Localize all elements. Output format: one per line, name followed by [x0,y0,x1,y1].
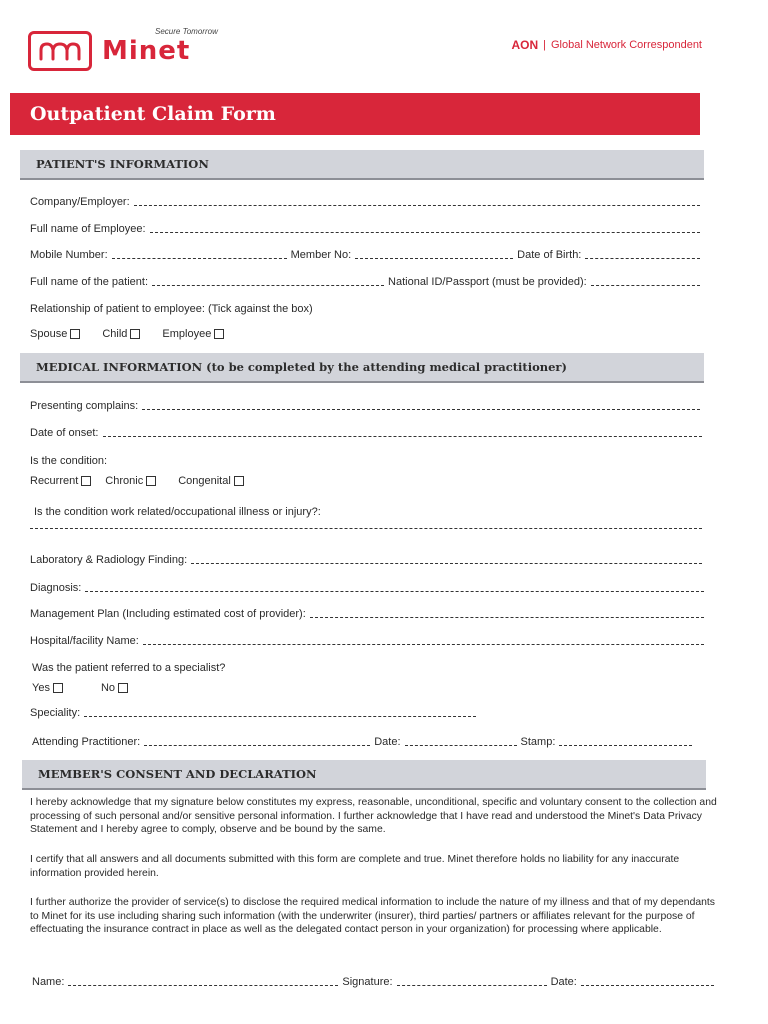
work-related-line[interactable] [30,528,702,529]
child-option[interactable]: Child [102,328,140,340]
practitioner-line[interactable] [144,745,370,746]
patient-name-label: Full name of the patient: [30,276,149,288]
signature-row[interactable] [32,976,718,988]
member-no-line[interactable] [355,258,513,259]
consent-paragraph-2: I certify that all answers and all documents submitted with this form are complete and true. Minet therefore holds no liability for any inaccurate information provided herein. [30,854,680,879]
lab-line[interactable] [191,563,702,564]
recurrent-checkbox[interactable] [81,476,91,486]
lab-label: Laboratory & Radiology Finding: [30,554,188,566]
employee-name-field[interactable] [30,223,704,235]
practitioner-row[interactable] [32,736,696,748]
company-field[interactable] [30,196,704,208]
dob-line[interactable] [585,258,700,259]
speciality-field[interactable] [30,707,480,719]
management-line[interactable] [310,617,704,618]
mobile-member-dob-row[interactable] [30,249,704,261]
condition-options [30,475,266,487]
referred-options [32,682,150,694]
spouse-checkbox[interactable] [70,329,80,339]
recurrent-option[interactable]: Recurrent [30,475,91,487]
lab-field[interactable] [30,554,706,566]
patient-section-heading: PATIENT'S INFORMATION [20,150,704,180]
hospital-label: Hospital/facility Name: [30,635,139,647]
hospital-field[interactable] [30,635,708,647]
patient-name-id-row[interactable] [30,276,704,288]
minet-logo-icon [28,31,92,71]
tagline: Secure Tomorrow [155,27,218,36]
diagnosis-label: Diagnosis: [30,582,82,594]
company-label: Company/Employer: [30,196,130,208]
no-checkbox[interactable] [118,683,128,693]
complains-label: Presenting complains: [30,400,139,412]
complains-field[interactable] [30,400,704,412]
chronic-checkbox[interactable] [146,476,156,486]
practitioner-label: Attending Practitioner: [32,736,141,748]
hospital-line[interactable] [143,644,704,645]
aon-separator: | [543,39,546,51]
aon-mark: AON [511,38,539,52]
work-related-question: Is the condition work related/occupational illness or injury?: [34,506,321,518]
diagnosis-line[interactable] [85,591,704,592]
national-id-label: National ID/Passport (must be provided): [388,276,587,288]
spouse-option[interactable]: Spouse [30,328,80,340]
no-option[interactable]: No [101,682,128,694]
dob-label: Date of Birth: [517,249,582,261]
diagnosis-field[interactable] [30,582,708,594]
aon-text: Global Network Correspondent [550,39,702,51]
national-id-line[interactable] [591,285,700,286]
member-no-label: Member No: [290,249,352,261]
onset-label: Date of onset: [30,427,99,439]
onset-field[interactable] [30,427,706,439]
onset-line[interactable] [103,436,703,437]
work-related-field[interactable] [30,528,706,531]
referred-question: Was the patient referred to a specialist? [32,662,226,674]
medical-section-heading: MEDICAL INFORMATION (to be completed by the attending medical practitioner) [20,353,704,383]
employee-name-label: Full name of Employee: [30,223,146,235]
yes-checkbox[interactable] [53,683,63,693]
mobile-label: Mobile Number: [30,249,108,261]
stamp-label: Stamp: [520,736,556,748]
signature-line[interactable] [397,985,547,986]
brand-name: Minet [102,36,191,66]
aon-badge [511,38,702,52]
consent-section-heading: MEMBER'S CONSENT AND DECLARATION [22,760,706,790]
relationship-question: Relationship of patient to employee: (Tick against the box) [30,303,313,315]
name-line[interactable] [68,985,338,986]
mobile-line[interactable] [112,258,287,259]
child-checkbox[interactable] [130,329,140,339]
consent-paragraph-3: I further authorize the provider of service(s) to disclose the required medical information to include the nature of my illness and that of my dependants to Minet for its use including sharing such information (with the underwriter (insurer), third parties/ partners or affiliates relevant for the purpose of effectuating the insurance contract in place as well as the delegated contact person in your organization) for processing where applicable. [30,897,715,936]
management-label: Management Plan (Including estimated cost of provider): [30,608,306,620]
form-title: Outpatient Claim Form [10,93,700,135]
name-label: Name: [32,976,65,988]
declaration-date-label: Date: [550,976,577,988]
practitioner-date-label: Date: [374,736,401,748]
employee-checkbox[interactable] [214,329,224,339]
consent-paragraph-1: I hereby acknowledge that my signature below constitutes my express, reasonable, unconditional, specific and voluntary consent to the collection and processing of such personal and/or sensitive personal information. I further acknowledge that I have read and understood the Minet's Data Privacy Statement and I hereby agree to comply, observe and be bound by the same. [30,797,717,836]
signature-label: Signature: [342,976,393,988]
stamp-line[interactable] [559,745,692,746]
employee-option[interactable]: Employee [162,328,224,340]
declaration-date-line[interactable] [581,985,714,986]
management-field[interactable] [30,608,708,620]
congenital-option[interactable]: Congenital [178,475,244,487]
yes-option[interactable]: Yes [32,682,63,694]
complains-line[interactable] [142,409,700,410]
speciality-label: Speciality: [30,707,81,719]
congenital-checkbox[interactable] [234,476,244,486]
minet-logo [28,30,190,72]
chronic-option[interactable]: Chronic [105,475,156,487]
relationship-options [30,328,246,340]
speciality-line[interactable] [84,716,476,717]
employee-name-line[interactable] [150,232,700,233]
condition-question: Is the condition: [30,455,108,467]
patient-name-line[interactable] [152,285,384,286]
company-line[interactable] [134,205,700,206]
practitioner-date-line[interactable] [405,745,517,746]
